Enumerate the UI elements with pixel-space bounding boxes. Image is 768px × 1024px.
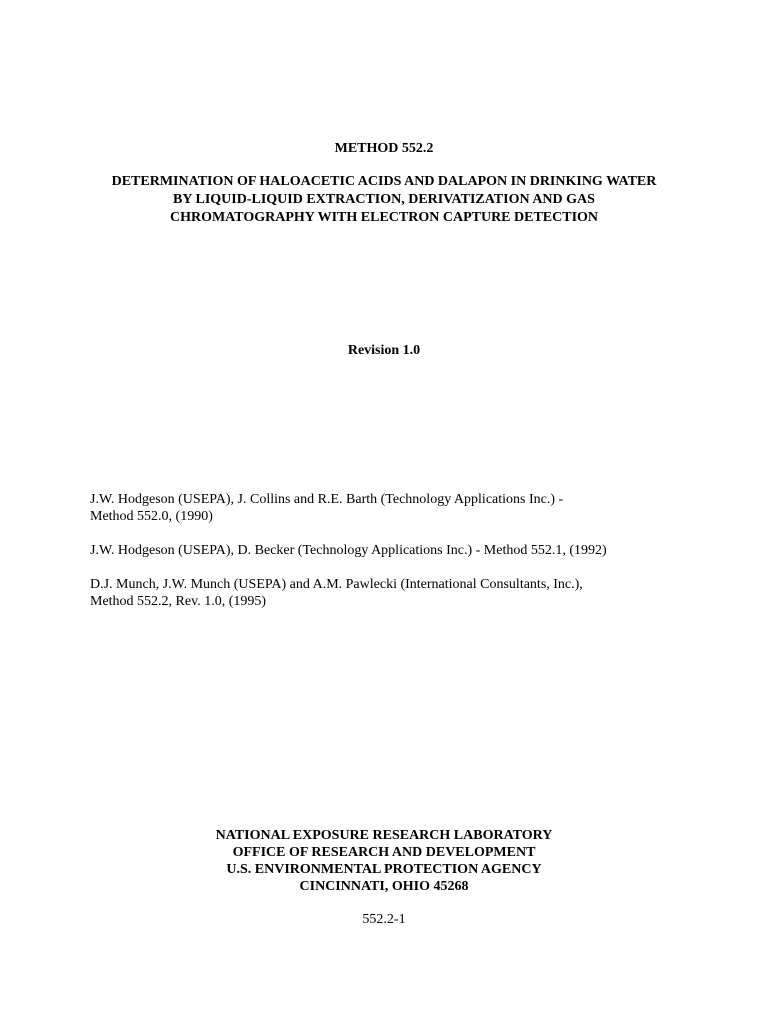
author-entry-line: J.W. Hodgeson (USEPA), D. Becker (Technology Applications Inc.) - Method 552.1, (1992) [90, 543, 607, 558]
method-title: METHOD 552.2 [334, 141, 434, 156]
author-entry-line: J.W. Hodgeson (USEPA), J. Collins and R.E. Barth (Technology Applications Inc.) - [90, 492, 564, 507]
laboratory-line: NATIONAL EXPOSURE RESEARCH LABORATORY [215, 828, 553, 843]
revision-label: Revision 1.0 [347, 343, 421, 358]
author-entry-line: Method 552.0, (1990) [90, 509, 213, 524]
laboratory-line: U.S. ENVIRONMENTAL PROTECTION AGENCY [226, 862, 542, 877]
laboratory-line: OFFICE OF RESEARCH AND DEVELOPMENT [232, 845, 536, 860]
document-title-line: DETERMINATION OF HALOACETIC ACIDS AND DALAPON IN DRINKING WATER [111, 174, 657, 189]
author-entry [90, 491, 690, 525]
document-title-line: CHROMATOGRAPHY WITH ELECTRON CAPTURE DETECTION [169, 210, 599, 225]
document-title-line: BY LIQUID-LIQUID EXTRACTION, DERIVATIZATION AND GAS [173, 192, 595, 207]
author-entry [90, 542, 690, 559]
laboratory-line: CINCINNATI, OHIO 45268 [299, 879, 469, 894]
authors-list [90, 491, 690, 627]
page-number: 552.2-1 [362, 912, 406, 927]
author-entry-line: Method 552.2, Rev. 1.0, (1995) [90, 594, 267, 609]
author-entry-line: D.J. Munch, J.W. Munch (USEPA) and A.M. Pawlecki (International Consultants, Inc.), [90, 577, 583, 592]
laboratory-block [0, 827, 768, 895]
author-entry [90, 576, 690, 610]
document-title [0, 173, 768, 227]
